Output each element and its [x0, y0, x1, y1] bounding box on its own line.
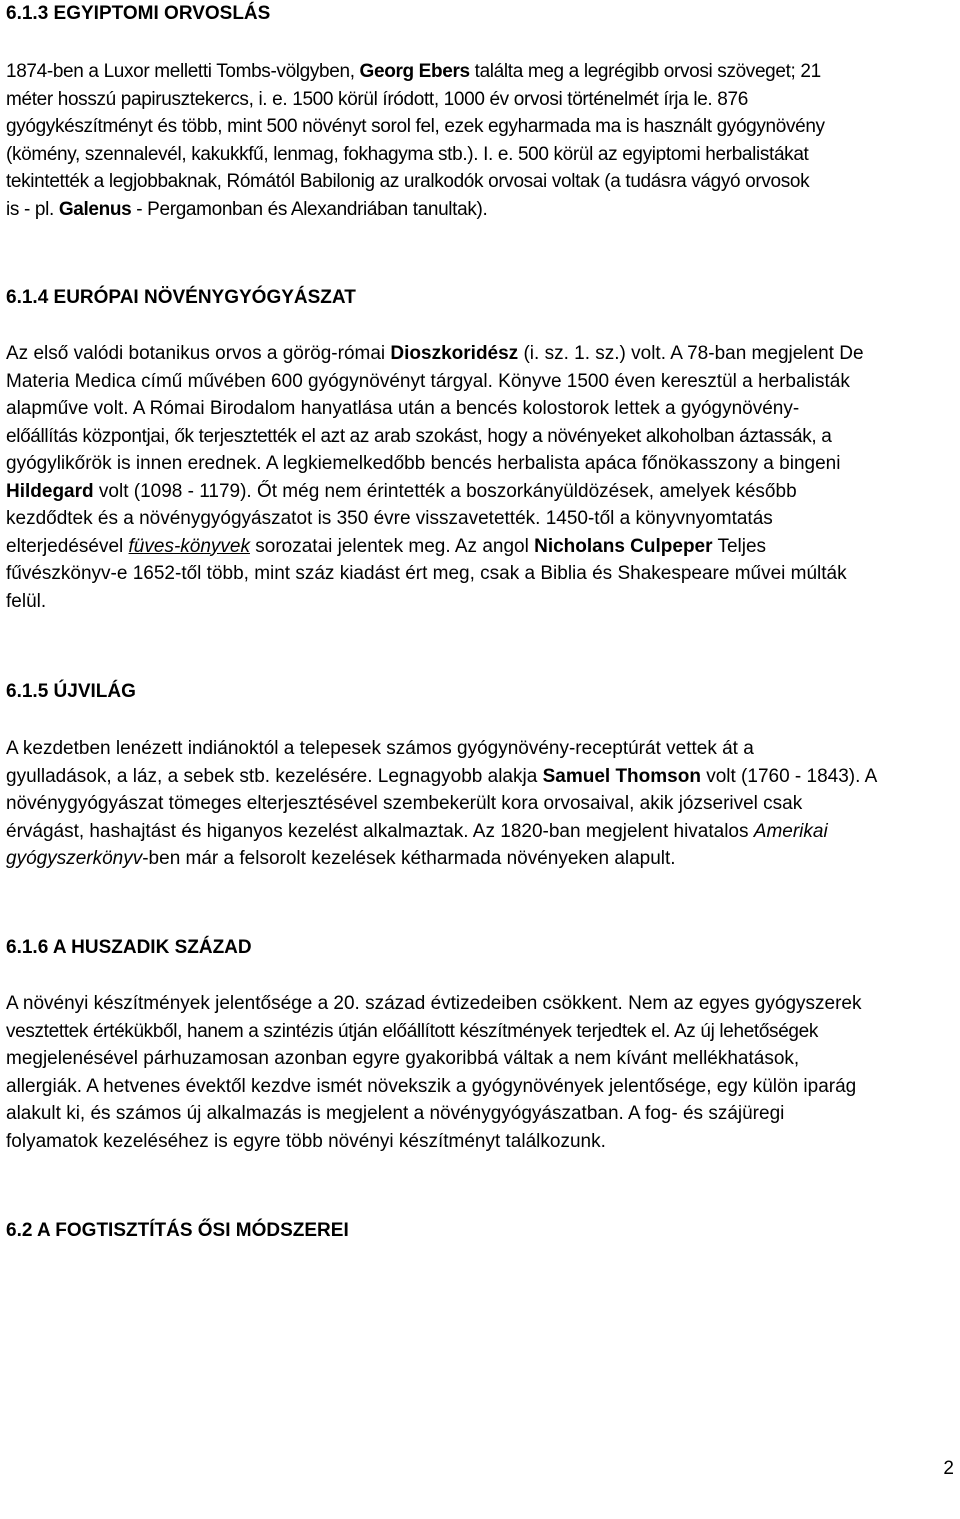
text-line: fűvészkönyv-e 1652-től több, mint száz kiadást ért meg, csak a Biblia és Shakespeare művei múlták	[6, 563, 847, 584]
text-line: gyógykészítményt és több, mint 500 növényt sorol fel, ezek egyharmada ma is használt gyógynövény	[6, 116, 825, 137]
text-line: 1874-ben a Luxor melletti Tombs-völgyben, Georg Ebers találta meg a legrégibb orvosi szöveget; 21	[6, 61, 821, 82]
name-hildegard: Hildegard	[6, 480, 94, 502]
section-6-1-6-heading: 6.1.6 A HUSZADIK SZÁZAD	[6, 937, 252, 958]
section-6-1-4-heading: 6.1.4 EURÓPAI NÖVÉNYGYÓGYÁSZAT	[6, 287, 356, 308]
section-6-2-heading: 6.2 A FOGTISZTÍTÁS ŐSI MÓDSZEREI	[6, 1220, 349, 1241]
text-line: folyamatok kezeléséhez is egyre több növényi készítményt találkozunk.	[6, 1130, 606, 1152]
text-line: Materia Medica című művében 600 gyógynövényt tárgyal. Könyve 1500 éven keresztül a herbalisták	[6, 370, 850, 392]
name-dioszkoridesz: Dioszkoridész	[390, 343, 519, 364]
text-line: allergiák. A hetvenes évektől kezdve ismét növekszik a gyógynövények jelentősége, egy külön iparág	[6, 1075, 857, 1097]
term-gyogyszerkonyv: gyógyszerkönyv	[6, 848, 143, 869]
text-line: (kömény, szennalevél, kakukkfű, lenmag, fokhagyma stb.). I. e. 500 körül az egyiptomi herbalistákat	[6, 143, 809, 165]
section-6-1-5-paragraph	[6, 735, 958, 873]
section-6-1-4-paragraph	[6, 340, 958, 615]
text-line: alakult ki, és számos új alkalmazás is megjelent a növénygyógyászatban. A fog- és szájüregi	[6, 1103, 785, 1124]
text-line: alapműve volt. A Római Birodalom hanyatlása után a bencés kolostorok lettek a gyógynövény-	[6, 398, 800, 419]
text-line: elterjedésével füves-könyvek sorozatai jelentek meg. Az angol Nicholans Culpeper Teljes	[6, 535, 767, 557]
text-line: előállítás központjai, ők terjesztették el azt az arab szokást, hogy a növényeket alkoholban áztassák, a	[6, 425, 832, 447]
text-line: érvágást, hashajtást és higanyos kezelést alkalmaztak. Az 1820-ban megjelent hivatalos Amerikai	[6, 820, 828, 842]
text-line: növénygyógyászat tömeges elterjesztésével szembekerült kora orvosaival, akik józserivel csak	[6, 793, 803, 814]
text-line: megjelenésével párhuzamosan azonban egyre gyakoribbá váltak a nem kívánt mellékhatások,	[6, 1048, 800, 1069]
text-line: A kezdetben lenézett indiánoktól a telepesek számos gyógynövény-receptúrát vettek át a	[6, 738, 754, 759]
term-amerikai: Amerikai	[753, 820, 828, 842]
name-samuel-thomson: Samuel Thomson	[542, 765, 701, 787]
text-line: is - pl. Galenus - Pergamonban és Alexandriában tanultak).	[6, 198, 488, 220]
text-line: kezdődtek és a növénygyógyászatot is 350 évre visszavetették. 1450-től a könyvnyomtatás	[6, 508, 773, 529]
text-line: gyulladások, a láz, a sebek stb. kezelésére. Legnagyobb alakja Samuel Thomson volt (1760 - 1843). A	[6, 765, 878, 787]
section-6-1-3-heading: 6.1.3 EGYIPTOMI ORVOSLÁS	[6, 3, 271, 24]
text-line: A növényi készítmények jelentősége a 20. század évtizedeiben csökkent. Nem az egyes gyógyszerek	[6, 993, 862, 1014]
text-line: felül.	[6, 590, 47, 612]
name-culpeper: Nicholans Culpeper	[534, 535, 713, 557]
name-georg-ebers: Georg Ebers	[359, 61, 470, 82]
page-number: 2	[943, 1458, 954, 1479]
section-6-1-3-paragraph	[6, 58, 958, 223]
term-fuves-konyvek: füves-könyvek	[128, 535, 250, 557]
text-line: vesztettek értékükből, hanem a szintézis útján előállított készítmények terjedtek el. Az új lehetőségek	[6, 1020, 819, 1042]
name-galenus: Galenus	[58, 198, 132, 220]
text-line: gyógylikőrök is innen erednek. A legkiemelkedőbb bencés herbalista apáca főnökasszony a bingeni	[6, 453, 841, 474]
text-line: tekintették a legjobbaknak, Rómától Babilonig az uralkodók orvosai voltak (a tudásra vágyó orvosok	[6, 171, 810, 192]
text-line: Hildegard volt (1098 - 1179). Őt még nem érintették a boszorkányüldözések, amelyek később	[6, 480, 797, 502]
text-line: méter hosszú papirusztekercs, i. e. 1500 körül íródott, 1000 év orvosi történelmét írja le. 876	[6, 88, 748, 110]
section-6-1-5-heading: 6.1.5 ÚJVILÁG	[6, 681, 136, 702]
text-line: gyógyszerkönyv-ben már a felsorolt kezelések kétharmada növényeken alapult.	[6, 848, 676, 869]
section-6-1-6-paragraph	[6, 990, 958, 1155]
text-line: Az első valódi botanikus orvos a görög-római Dioszkoridész (i. sz. 1. sz.) volt. A 78-ban megjelent De	[6, 343, 864, 364]
